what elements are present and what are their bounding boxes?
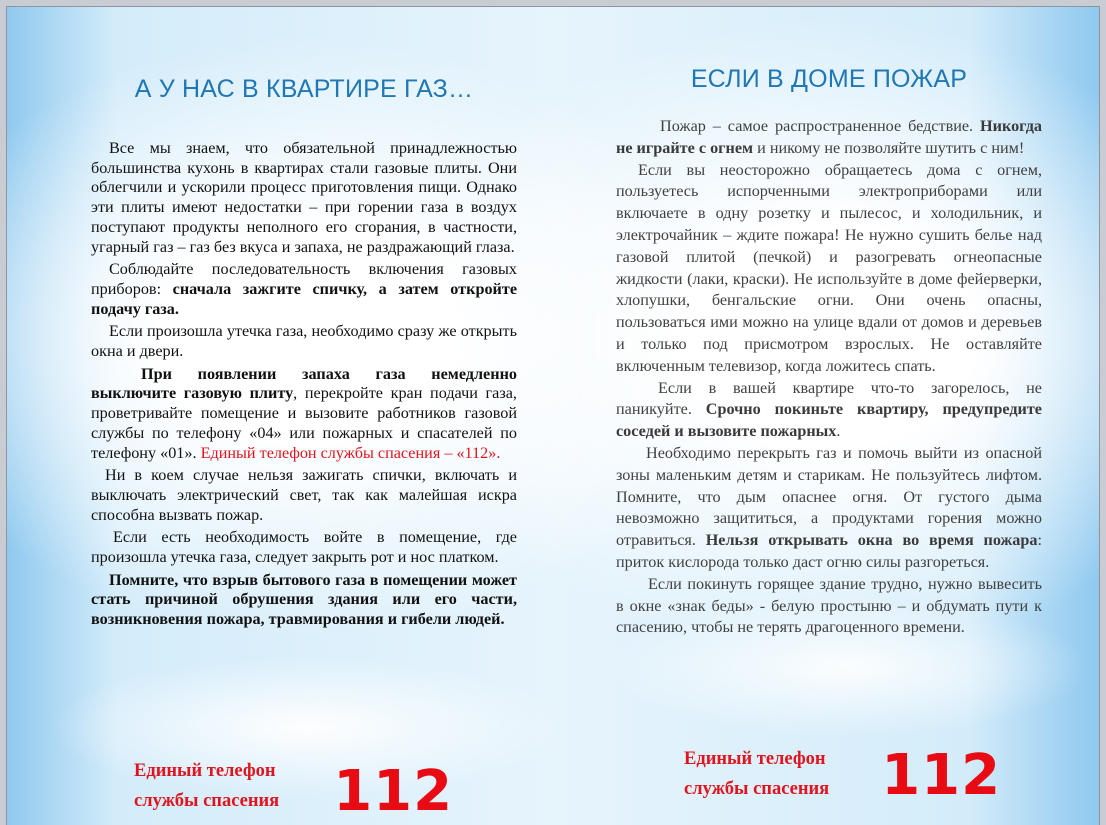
gas-paragraph-5-text: Ни в коем случае нельзя зажигать спички, включать и выключать электрический свет, так как малейшая искра способна вызвать пожар.	[91, 466, 517, 524]
brochure-page	[6, 6, 1100, 825]
fire-hotline-label-line1: Единый телефон	[684, 748, 826, 769]
gas-paragraph-7	[91, 571, 517, 630]
gas-safety-text	[91, 139, 517, 630]
gas-paragraph-4-text: , перекройте кран подачи газа, проветривайте помещение и вызовите работников газовой службы по телефону «04» или пожарных и спасателей по телефону «01».	[91, 384, 517, 462]
fire-paragraph-3-bold: Срочно покиньте квартиру, предупредите соседей и вызовите пожарных	[616, 400, 1042, 441]
gas-paragraph-5	[91, 466, 517, 525]
gas-paragraph-3-text: Если произошла утечка газа, необходимо сразу же открыть окна и двери.	[91, 322, 517, 361]
gas-paragraph-3	[91, 322, 517, 361]
fire-paragraph-4-text: Необходимо перекрыть газ и помочь выйти из опасной зоны маленьким детям и старикам. Не пользуйтесь лифтом. Помните, что дым опаснее огня. От густого дыма невозможно защититься, а продуктами горения можно отравиться.	[616, 443, 1042, 550]
gas-hotline-block	[134, 747, 453, 824]
fire-paragraph-1	[616, 116, 1042, 160]
fire-paragraph-4-bold: Нельзя открывать окна во время пожара	[705, 531, 1038, 550]
gas-paragraph-4	[91, 365, 517, 464]
fire-hotline-block	[684, 739, 1001, 808]
gas-paragraph-7-bold: Помните, что взрыв бытового газа в помещении может стать причиной обрушения здания или его части, возникновения пожара, травмирования и гибели людей.	[91, 570, 517, 629]
fire-hotline-label	[684, 744, 829, 804]
fire-paragraph-5-text: Если покинуть горящее здание трудно, нужно вывесить в окне «знак беды» - белую простыню – и обдумать пути к спасению, чтобы не терять драгоценного времени.	[616, 574, 1042, 637]
gas-hotline-label	[134, 756, 279, 816]
gas-paragraph-2-bold: сначала зажгите спичку, а затем откройте подачу газа.	[91, 279, 517, 318]
gas-safety-column	[91, 65, 517, 633]
fire-paragraph-1-text: Пожар – самое распространенное бедствие.	[660, 117, 981, 135]
gas-paragraph-4-bold: При появлении запаха газа немедленно выключите газовую плиту	[91, 364, 517, 403]
fire-hotline-label-line2: службы спасения	[684, 778, 830, 799]
gas-paragraph-2	[91, 260, 517, 319]
fire-paragraph-2-text: Если вы неосторожно обращаетесь дома с огнем, пользуетесь испорченными электроприборами или включаете в одну розетку и пылесос, и холодильник, и электрочайник – ждите пожара! Не нужно сушить белье над газовой плитой (печкой) и разогревать огнеопасные жидкости (лаки, краски). Не используйте в доме фейерверки, хлопушки, бенгальские огни. Они очень опасны, пользоваться ими можно на улице вдали от домов и деревьев и только под присмотром взрослых. Не оставляйте включенным телевизор, когда ложитесь спать.	[616, 160, 1042, 375]
gas-paragraph-6-text: Если есть необходимость войте в помещение, где произошла утечка газа, следует закрыть рот и нос платком.	[91, 528, 517, 567]
gas-paragraph-2-text: Соблюдайте последовательность включения газовых приборов:	[91, 260, 517, 298]
gas-safety-title: А У НАС В КВАРТИРЕ ГАЗ…	[134, 75, 474, 103]
gas-hotline-label-line1: Единый телефон	[134, 760, 276, 781]
gas-paragraph-1	[91, 139, 517, 257]
fire-safety-column	[616, 59, 1042, 639]
gas-paragraph-4-emergency: Единый телефон службы спасения – «112».	[200, 443, 501, 462]
gas-paragraph-1-text: Все мы знаем, что обязательной принадлежностью большинства кухонь в квартирах стали газовые плиты. Они облегчили и ускорили процесс приготовления пищи. Однако эти плиты имеют недостатки – при горении газа в воздух поступают продукты неполного его сгорания, в частности, угарный газ – газ без вкуса и запаха, не раздражающий глаза.	[91, 139, 517, 256]
fire-paragraph-5	[616, 574, 1042, 639]
fire-hotline-number: 112	[881, 743, 1002, 808]
fire-paragraph-3	[616, 378, 1042, 443]
fire-paragraph-2	[616, 160, 1042, 378]
fire-paragraph-3-text: Если в вашей квартире что-то загорелось, не паникуйте.	[616, 378, 1042, 419]
fire-paragraph-1-bold: Никогда не играйте с огнем	[616, 117, 1042, 157]
gas-hotline-label-line2: службы спасения	[134, 790, 280, 811]
gas-paragraph-6	[91, 528, 517, 567]
fire-paragraph-3-tail: .	[836, 422, 841, 441]
gas-hotline-number: 112	[333, 759, 454, 824]
fire-safety-title: ЕСЛИ В ДОМЕ ПОЖАР	[690, 65, 968, 93]
fire-paragraph-1-tail: и никому не позволяйте шутить с ним!	[753, 138, 1025, 157]
fire-paragraph-4-tail: : приток кислорода только даст огню силы разгореться.	[616, 531, 1042, 571]
fire-safety-text	[616, 116, 1042, 639]
fire-paragraph-4	[616, 443, 1042, 574]
